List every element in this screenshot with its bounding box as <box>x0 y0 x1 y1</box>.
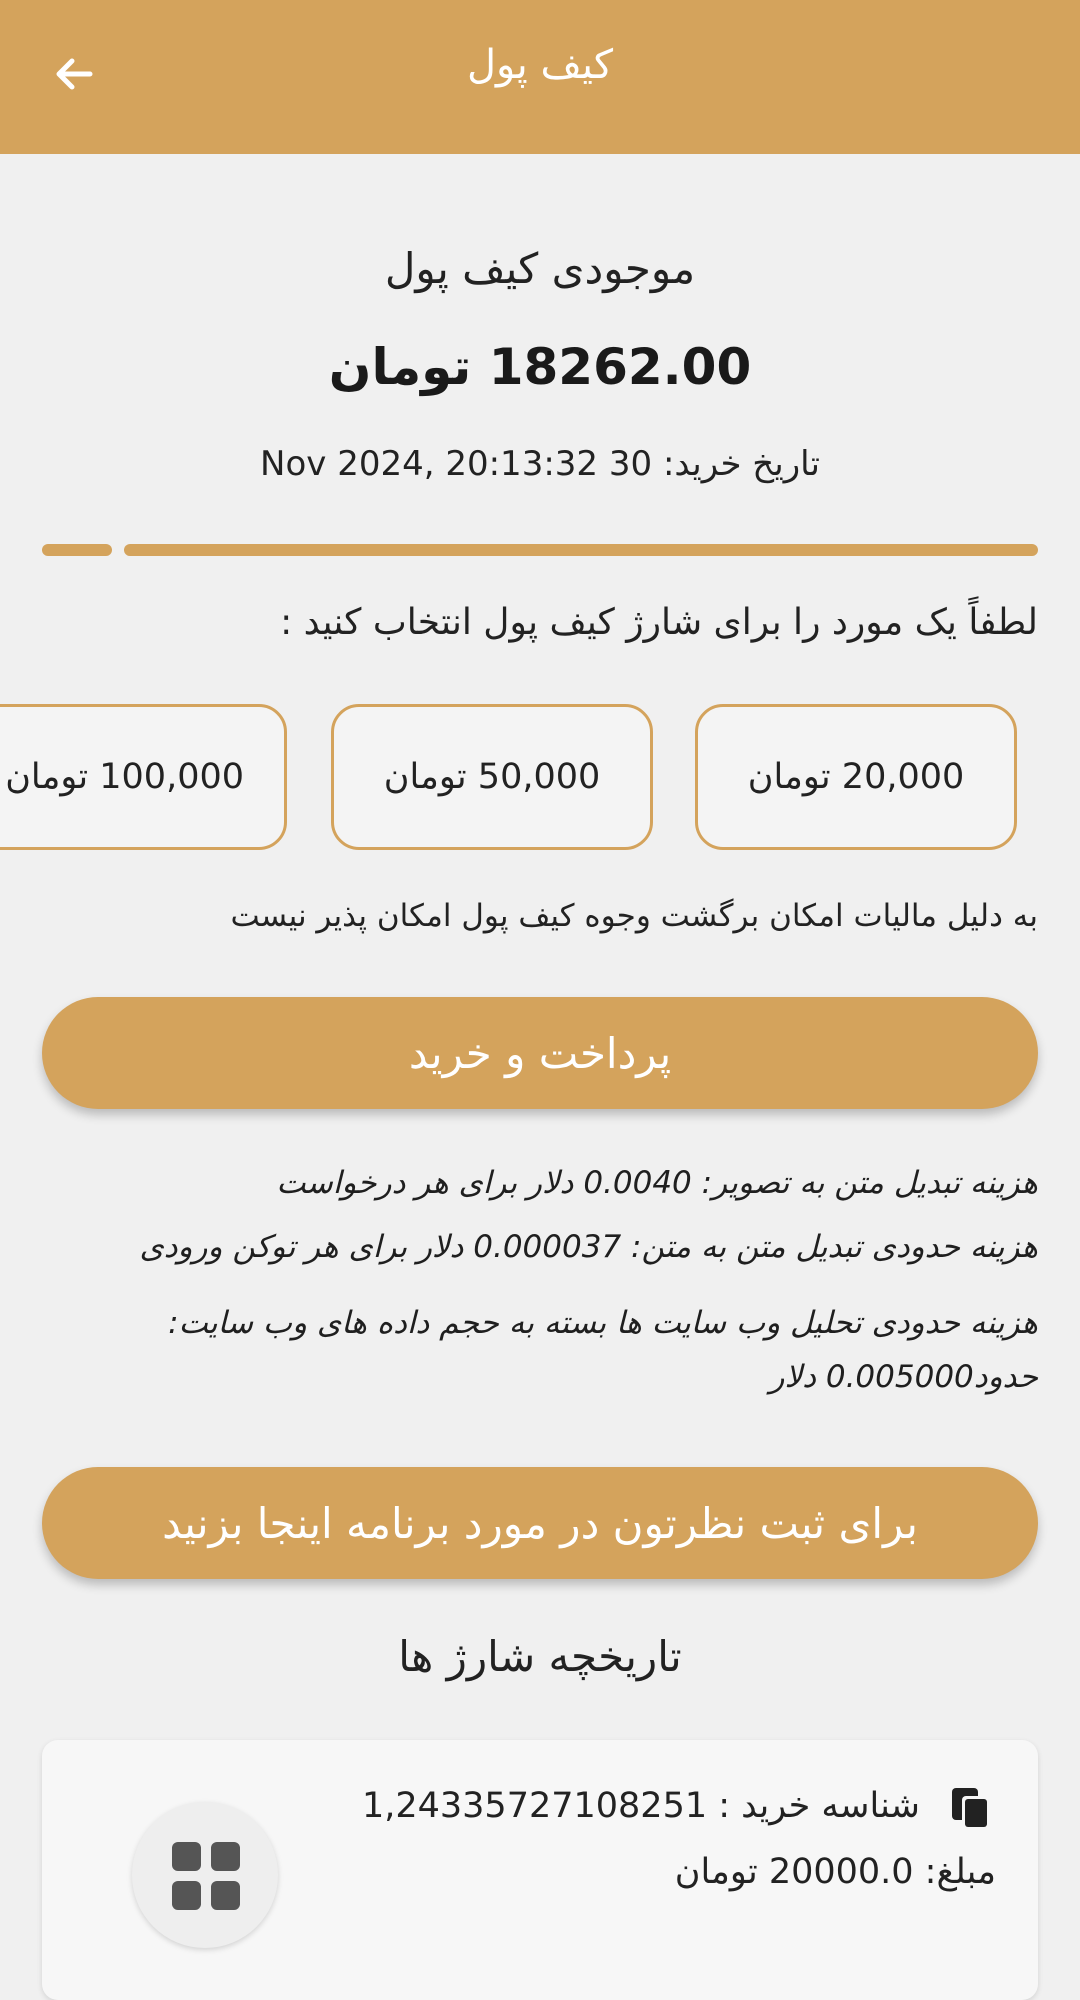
divider-short <box>42 544 112 556</box>
purchase-amount: مبلغ: 20000.0 تومان <box>674 1852 996 1892</box>
charge-option-50000[interactable] <box>331 704 653 850</box>
refund-note: به دلیل مالیات امکان برگشت وجوه کیف پول امکان پذیر نیست <box>230 898 1038 934</box>
grid-icon <box>172 1842 240 1910</box>
history-item[interactable] <box>42 1740 1038 2000</box>
app-bar <box>0 0 1080 154</box>
charge-option-label: 20,000 تومان <box>747 757 965 797</box>
history-type-badge <box>132 1802 278 1948</box>
divider-long <box>124 544 1038 556</box>
history-title: تاریخچه شارژ ها <box>398 1632 682 1681</box>
charge-option-label: 100,000 تومان <box>5 757 244 797</box>
page-title: کیف پول <box>466 42 614 88</box>
purchase-date-value: 30 Nov 2024, 20:13:32 <box>260 444 653 484</box>
pay-button[interactable]: پرداخت و خرید <box>42 997 1038 1109</box>
cost-text-to-image: هزینه تبدیل متن به تصویر: 0.0040 دلار برای هر درخواست <box>276 1165 1038 1201</box>
purchase-date <box>0 444 1080 484</box>
balance-amount: 18262.00 تومان <box>328 338 752 396</box>
charge-option-20000[interactable] <box>695 704 1017 850</box>
purchase-date-label: تاریخ خرید: <box>662 444 820 484</box>
copy-icon[interactable] <box>950 1786 992 1832</box>
cost-text-to-text: هزینه حدودی تبدیل متن به متن: 0.000037 دلار برای هر توکن ورودی <box>139 1229 1038 1265</box>
charge-option-label: 50,000 تومان <box>383 757 601 797</box>
balance-label: موجودی کیف پول <box>384 244 696 293</box>
charge-prompt: لطفاً یک مورد را برای شارژ کیف پول انتخاب کنید : <box>280 602 1038 643</box>
charge-option-100000[interactable] <box>0 704 287 850</box>
feedback-button[interactable]: برای ثبت نظرتون در مورد برنامه اینجا بزنید <box>42 1467 1038 1579</box>
cost-website-analysis: هزینه حدودی تحلیل وب سایت ها بسته به حجم داده های وب سایت: حدود0.005000 دلار <box>168 1305 1038 1395</box>
purchase-id: شناسه خرید : 1,24335727108251 <box>361 1786 920 1826</box>
